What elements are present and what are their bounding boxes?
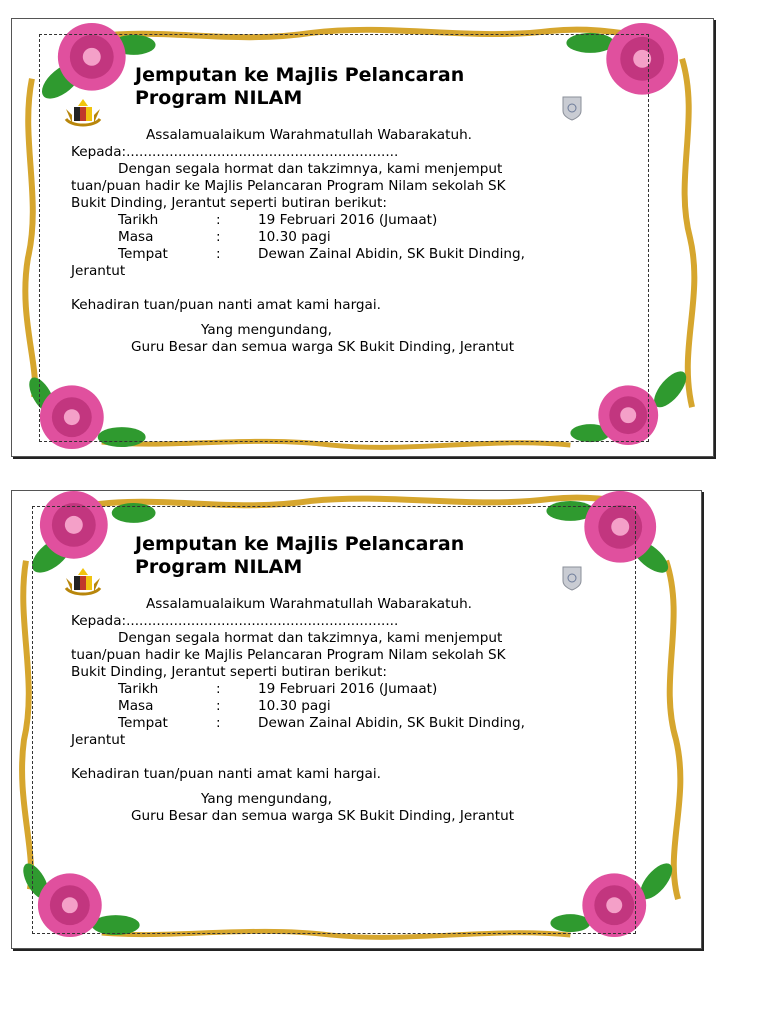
paragraph-line-2: tuan/puan hadir ke Majlis Pelancaran Program Nilam sekolah SK — [71, 178, 506, 194]
school-badge-icon — [560, 95, 584, 121]
title-line-1: Jemputan ke Majlis Pelancaran — [135, 533, 465, 555]
closing-line: Kehadiran tuan/puan nanti amat kami hargai. — [71, 766, 381, 782]
venue-wrap: Jerantut — [71, 263, 126, 279]
detail-separator: : — [216, 681, 221, 697]
detail-value: Dewan Zainal Abidin, SK Bukit Dinding, — [258, 715, 525, 731]
title-line-1: Jemputan ke Majlis Pelancaran — [135, 64, 465, 86]
invitation-card-1 — [11, 18, 714, 457]
title-line-2: Program NILAM — [135, 87, 303, 109]
coat-of-arms-icon — [62, 566, 104, 598]
detail-separator: : — [216, 229, 221, 245]
greeting: Assalamualaikum Warahmatullah Wabarakatuh. — [146, 596, 473, 612]
detail-separator: : — [216, 715, 221, 731]
detail-separator: : — [216, 246, 221, 262]
paragraph-line-1: Dengan segala hormat dan takzimnya, kami menjemput — [118, 630, 503, 646]
detail-label: Tarikh — [118, 212, 159, 228]
detail-value: Dewan Zainal Abidin, SK Bukit Dinding, — [258, 246, 525, 262]
paragraph-line-3: Bukit Dinding, Jerantut seperti butiran berikut: — [71, 664, 387, 680]
paragraph-line-3: Bukit Dinding, Jerantut seperti butiran berikut: — [71, 195, 387, 211]
detail-label: Tarikh — [118, 681, 159, 697]
detail-row-venue — [71, 246, 591, 263]
detail-row-date — [71, 212, 591, 229]
detail-row-date — [71, 681, 591, 698]
coat-of-arms-icon — [62, 97, 104, 129]
detail-label: Masa — [118, 698, 154, 714]
recipient-line: Kepada:............................................................... — [71, 144, 399, 160]
detail-row-time — [71, 229, 591, 246]
title-line-2: Program NILAM — [135, 556, 303, 578]
school-badge-icon — [560, 565, 584, 591]
detail-separator: : — [216, 698, 221, 714]
detail-value: 10.30 pagi — [258, 229, 331, 245]
detail-value: 19 Februari 2016 (Jumaat) — [258, 681, 438, 697]
signature-line-2: Guru Besar dan semua warga SK Bukit Dinding, Jerantut — [131, 339, 515, 355]
detail-label: Tempat — [118, 715, 168, 731]
venue-wrap: Jerantut — [71, 732, 126, 748]
invitation-body — [71, 596, 591, 825]
invitation-body — [71, 127, 591, 356]
signature-line-1: Yang mengundang, — [201, 791, 332, 807]
detail-label: Masa — [118, 229, 154, 245]
invitation-card-2 — [11, 490, 702, 949]
detail-row-time — [71, 698, 591, 715]
invitation-title — [135, 533, 464, 579]
paragraph-line-1: Dengan segala hormat dan takzimnya, kami menjemput — [118, 161, 503, 177]
detail-value: 10.30 pagi — [258, 698, 331, 714]
detail-separator: : — [216, 212, 221, 228]
recipient-line: Kepada:............................................................... — [71, 613, 399, 629]
detail-value: 19 Februari 2016 (Jumaat) — [258, 212, 438, 228]
closing-line: Kehadiran tuan/puan nanti amat kami hargai. — [71, 297, 381, 313]
invitation-title — [135, 64, 464, 110]
greeting: Assalamualaikum Warahmatullah Wabarakatuh. — [146, 127, 473, 143]
detail-row-venue — [71, 715, 591, 732]
signature-line-1: Yang mengundang, — [201, 322, 332, 338]
paragraph-line-2: tuan/puan hadir ke Majlis Pelancaran Program Nilam sekolah SK — [71, 647, 506, 663]
detail-label: Tempat — [118, 246, 168, 262]
signature-line-2: Guru Besar dan semua warga SK Bukit Dinding, Jerantut — [131, 808, 515, 824]
